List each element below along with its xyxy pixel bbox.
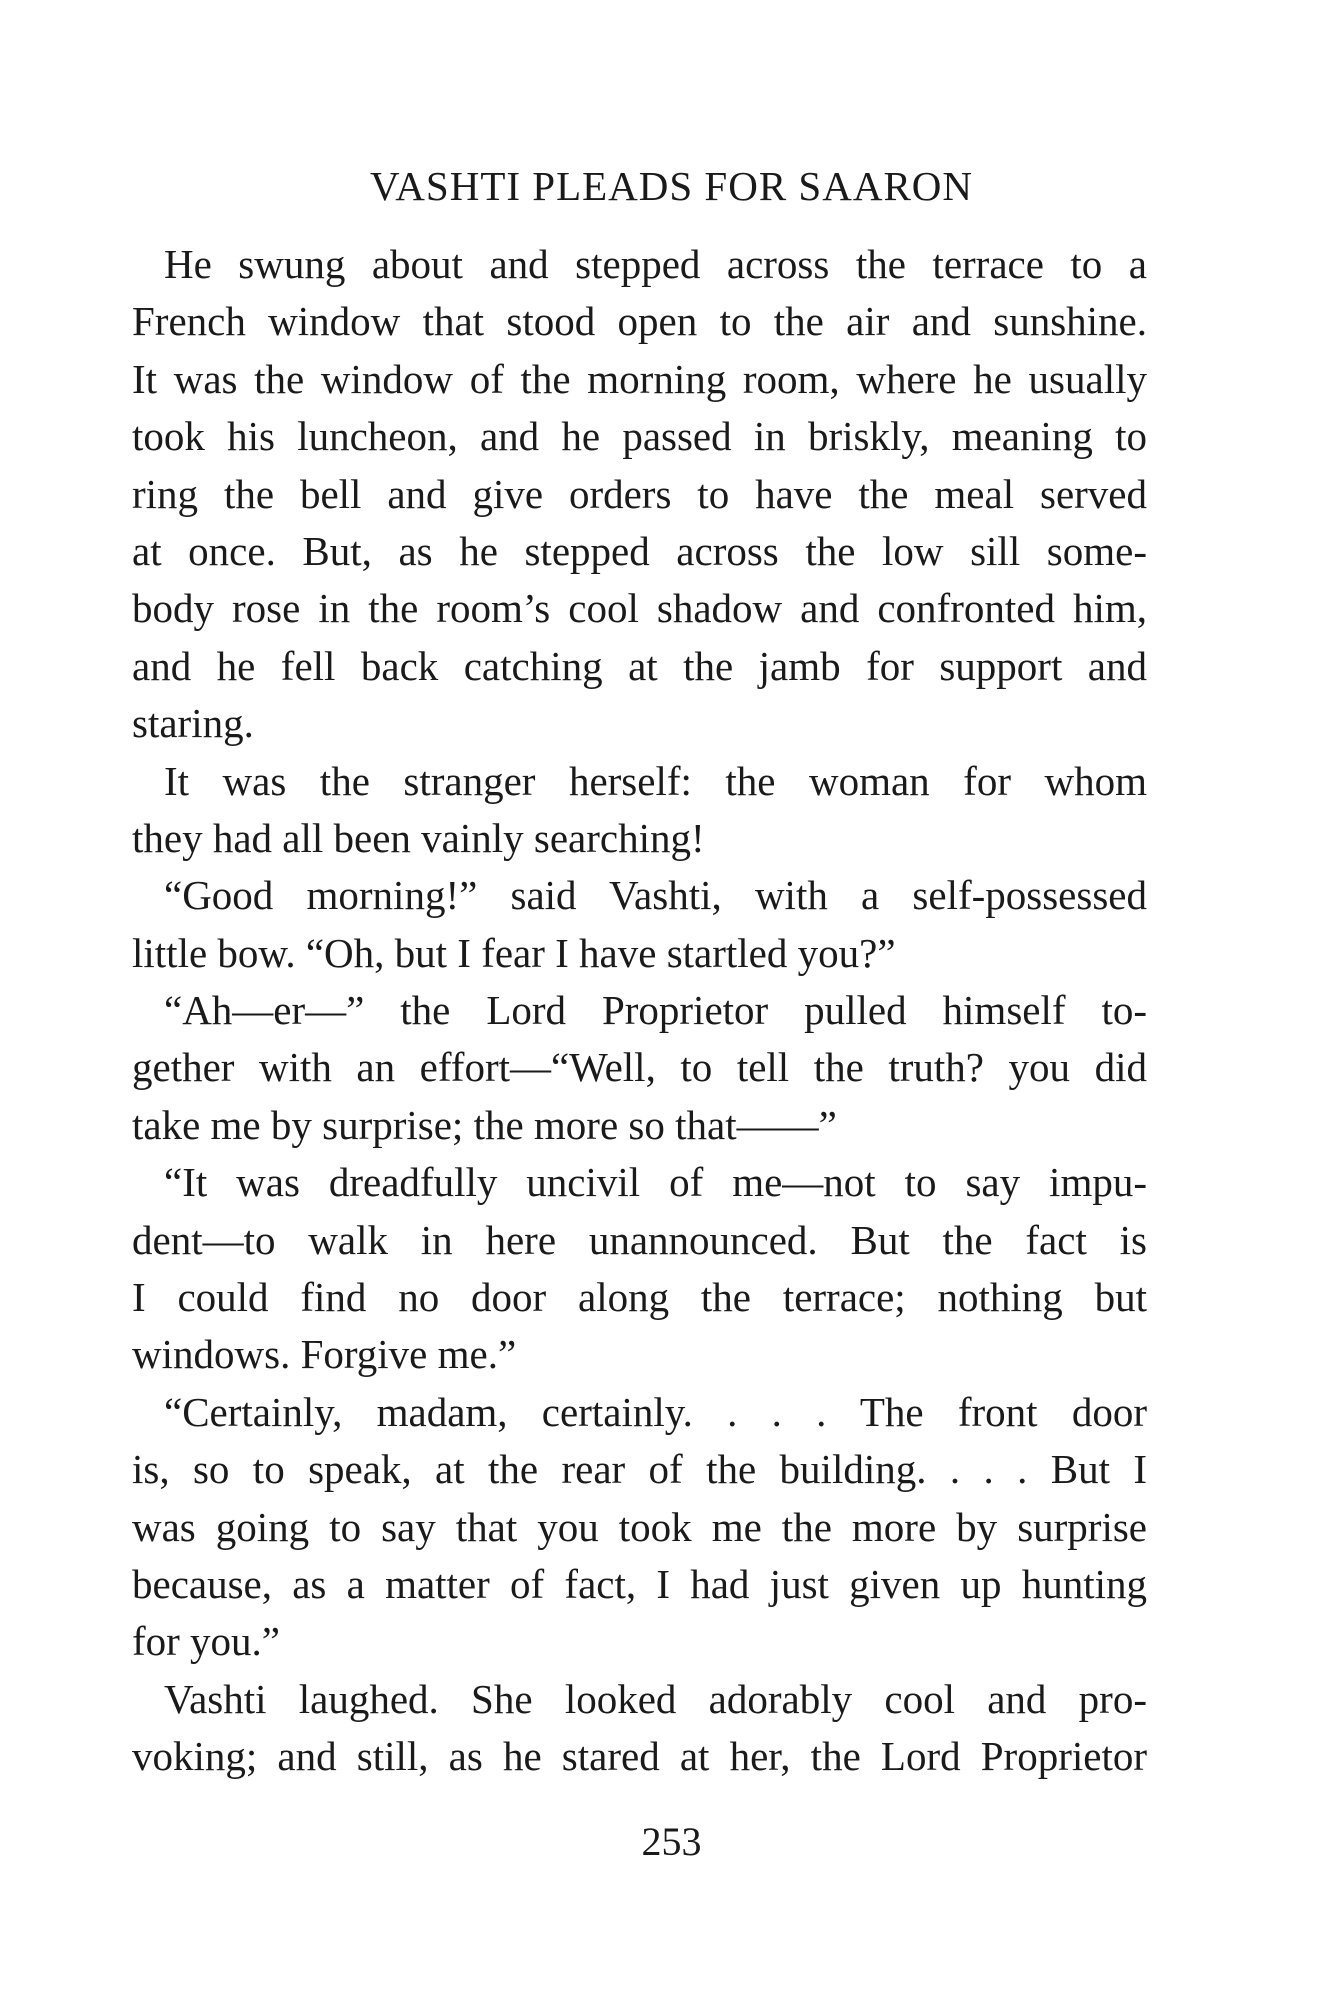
text-line: I could find no door along the terrace; nothing but xyxy=(132,1274,1147,1321)
text-line: they had all been vainly searching! xyxy=(132,814,705,861)
text-line: because, as a matter of fact, I had just given up hunting xyxy=(132,1560,1147,1607)
text-line: “It was dreadfully uncivil of me—not to say impu- xyxy=(164,1159,1147,1206)
text-line: is, so to speak, at the rear of the building. . . . But I xyxy=(132,1446,1147,1493)
text-line: “Certainly, madam, certainly. . . . The front door xyxy=(164,1388,1147,1435)
text-line: gether with an effort—“Well, to tell the truth? you did xyxy=(132,1044,1147,1091)
page-number: 253 xyxy=(641,1819,702,1864)
body-text xyxy=(132,236,1147,1786)
text-line: took his luncheon, and he passed in briskly, meaning to xyxy=(132,413,1147,460)
text-line: French window that stood open to the air and sunshine. xyxy=(132,298,1147,345)
text-line: take me by surprise; the more so that——” xyxy=(132,1101,837,1148)
text-line: “Ah—er—” the Lord Proprietor pulled himself to- xyxy=(164,987,1147,1034)
text-line: It was the window of the morning room, where he usually xyxy=(132,355,1147,402)
text-line: Vashti laughed. She looked adorably cool and pro- xyxy=(164,1675,1147,1722)
text-line: ring the bell and give orders to have the meal served xyxy=(132,470,1147,517)
text-line: voking; and still, as he stared at her, the Lord Proprietor xyxy=(132,1733,1147,1780)
text-line: at once. But, as he stepped across the low sill some- xyxy=(132,527,1147,574)
text-line: He swung about and stepped across the terrace to a xyxy=(164,241,1147,287)
text-line: was going to say that you took me the more by surprise xyxy=(132,1503,1147,1550)
text-line: little bow. “Oh, but I fear I have startled you?” xyxy=(132,929,896,976)
text-line: body rose in the room’s cool shadow and confronted him, xyxy=(132,585,1147,632)
text-line: windows. Forgive me.” xyxy=(132,1331,517,1378)
text-line: It was the stranger herself: the woman for whom xyxy=(164,757,1147,804)
text-line: “Good morning!” said Vashti, with a self-possessed xyxy=(164,872,1147,919)
text-line: for you.” xyxy=(132,1618,281,1665)
running-head: VASHTI PLEADS FOR SAARON xyxy=(369,163,974,209)
text-line: and he fell back catching at the jamb for support and xyxy=(132,642,1147,689)
text-line: staring. xyxy=(132,700,254,747)
text-line: dent—to walk in here unannounced. But the fact is xyxy=(132,1216,1147,1263)
